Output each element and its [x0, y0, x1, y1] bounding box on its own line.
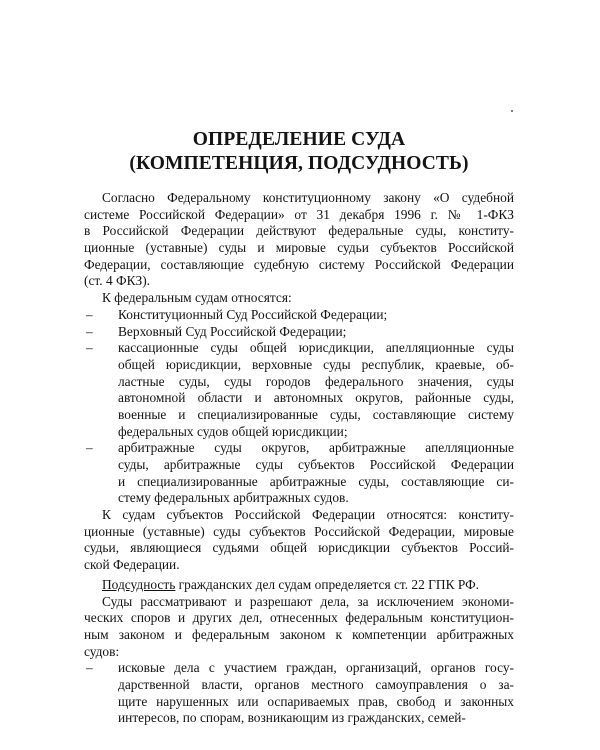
list-item	[84, 440, 514, 507]
dash-bullet: –	[86, 340, 93, 356]
list-item-line: исковые дела с участием граждан, организаций, органов госу- –	[86, 660, 514, 676]
jurisdiction-term: Подсудность	[102, 576, 176, 592]
federal-courts-list	[84, 307, 514, 507]
list-item-line: и специализированные арбитражные суды, составляющие си-	[118, 473, 514, 489]
list-item-line: Конституционный Суд Российской Федерации; –	[86, 306, 388, 322]
dash-bullet: –	[86, 306, 93, 322]
list-item-line: кассационные суды общей юрисдикции, апелляционные суды –	[86, 340, 514, 356]
paragraph-line: ской Федерации.	[84, 557, 180, 573]
list-item-line: общей юрисдикции, верховные суды республик, краевые, об-	[118, 356, 514, 372]
paragraph-line: (ст. 4 ФКЗ).	[84, 273, 151, 289]
paragraph-line: в Российской Федерации действуют федеральные суды, конститу-	[84, 223, 514, 239]
dash-bullet: –	[86, 323, 93, 339]
paragraph-line: судьи, являющиеся судьями общей юрисдикции субъектов Россий-	[84, 540, 514, 556]
list-item-line: суды, арбитражные суды субъектов Российской Федерации	[118, 457, 514, 472]
scan-speck	[511, 110, 513, 112]
jurisdiction-line	[84, 577, 514, 594]
title-line-1: ОПРЕДЕЛЕНИЕ СУДА	[192, 129, 406, 150]
paragraph-line: ным законом и федеральным законом к компетенции арбитражных	[84, 626, 514, 642]
dash-bullet: –	[86, 440, 93, 456]
paragraph-line: системе Российской Федерации» от 31 декабря 1996 г. № 1-ФКЗ	[84, 206, 514, 222]
list-item-line: интересов, по спорам, возникающим из гражданских, семей-	[118, 710, 466, 726]
paragraph-line: Федерации, составляющие судебную систему Российской Федерации	[84, 256, 514, 272]
dash-bullet: –	[86, 660, 93, 676]
federal-courts-heading: К федеральным судам относятся:	[102, 290, 292, 306]
list-item-line: военные и специализированные суды, составляющие систему	[118, 406, 514, 422]
list-item	[84, 340, 514, 440]
jurisdiction-text: гражданских дел судам определяется ст. 22 ГПК РФ.	[175, 576, 480, 592]
paragraph-line: К судам субъектов Российской Федерации относятся: конститу-	[102, 507, 514, 523]
list-item	[84, 307, 514, 324]
title-line-2: (КОМПЕТЕНЦИЯ, ПОДСУДНОСТЬ)	[129, 153, 469, 174]
list-item-line: федеральных судов общей юрисдикции;	[118, 423, 348, 439]
intro-paragraph	[84, 190, 514, 290]
document-body	[84, 190, 514, 727]
list-item-line: Верховный Суд Российской Федерации; –	[86, 323, 347, 339]
paragraph-line: ционные (уставные) суды и мировые судьи субъектов Российской	[84, 240, 514, 256]
list-item-line: автономной области и автономных округов, районные суды,	[118, 390, 514, 406]
page-title	[84, 128, 514, 176]
paragraph-line: Суды рассматривают и разрешают дела, за исключением экономи-	[102, 593, 514, 609]
paragraph-line: ческих споров и других дел, отнесенных федеральным конституцион-	[84, 610, 514, 626]
list-item-line: дарственной власти, органов местного самоуправления о за-	[118, 676, 514, 692]
list-item-line: арбитражные суды округов, арбитражные апелляционные –	[86, 440, 514, 456]
list-item	[84, 324, 514, 341]
courts-paragraph	[84, 594, 514, 661]
list-item	[84, 660, 514, 727]
paragraph-line: ционные (уставные) суды субъектов Российской Федерации, мировые	[84, 523, 514, 539]
subject-courts-paragraph	[84, 507, 514, 574]
courts-cases-list	[84, 660, 514, 727]
paragraph-line: Согласно Федеральному конституционному закону «О судебной	[102, 190, 514, 205]
list-item-line: ластные суды, суды городов федерального значения, суды	[118, 373, 514, 389]
paragraph-line: судов:	[84, 643, 120, 659]
list-item-line: щите нарушенных или оспариваемых прав, свобод и законных	[118, 693, 514, 709]
list-item-line: стему федеральных арбитражных судов.	[118, 490, 349, 506]
